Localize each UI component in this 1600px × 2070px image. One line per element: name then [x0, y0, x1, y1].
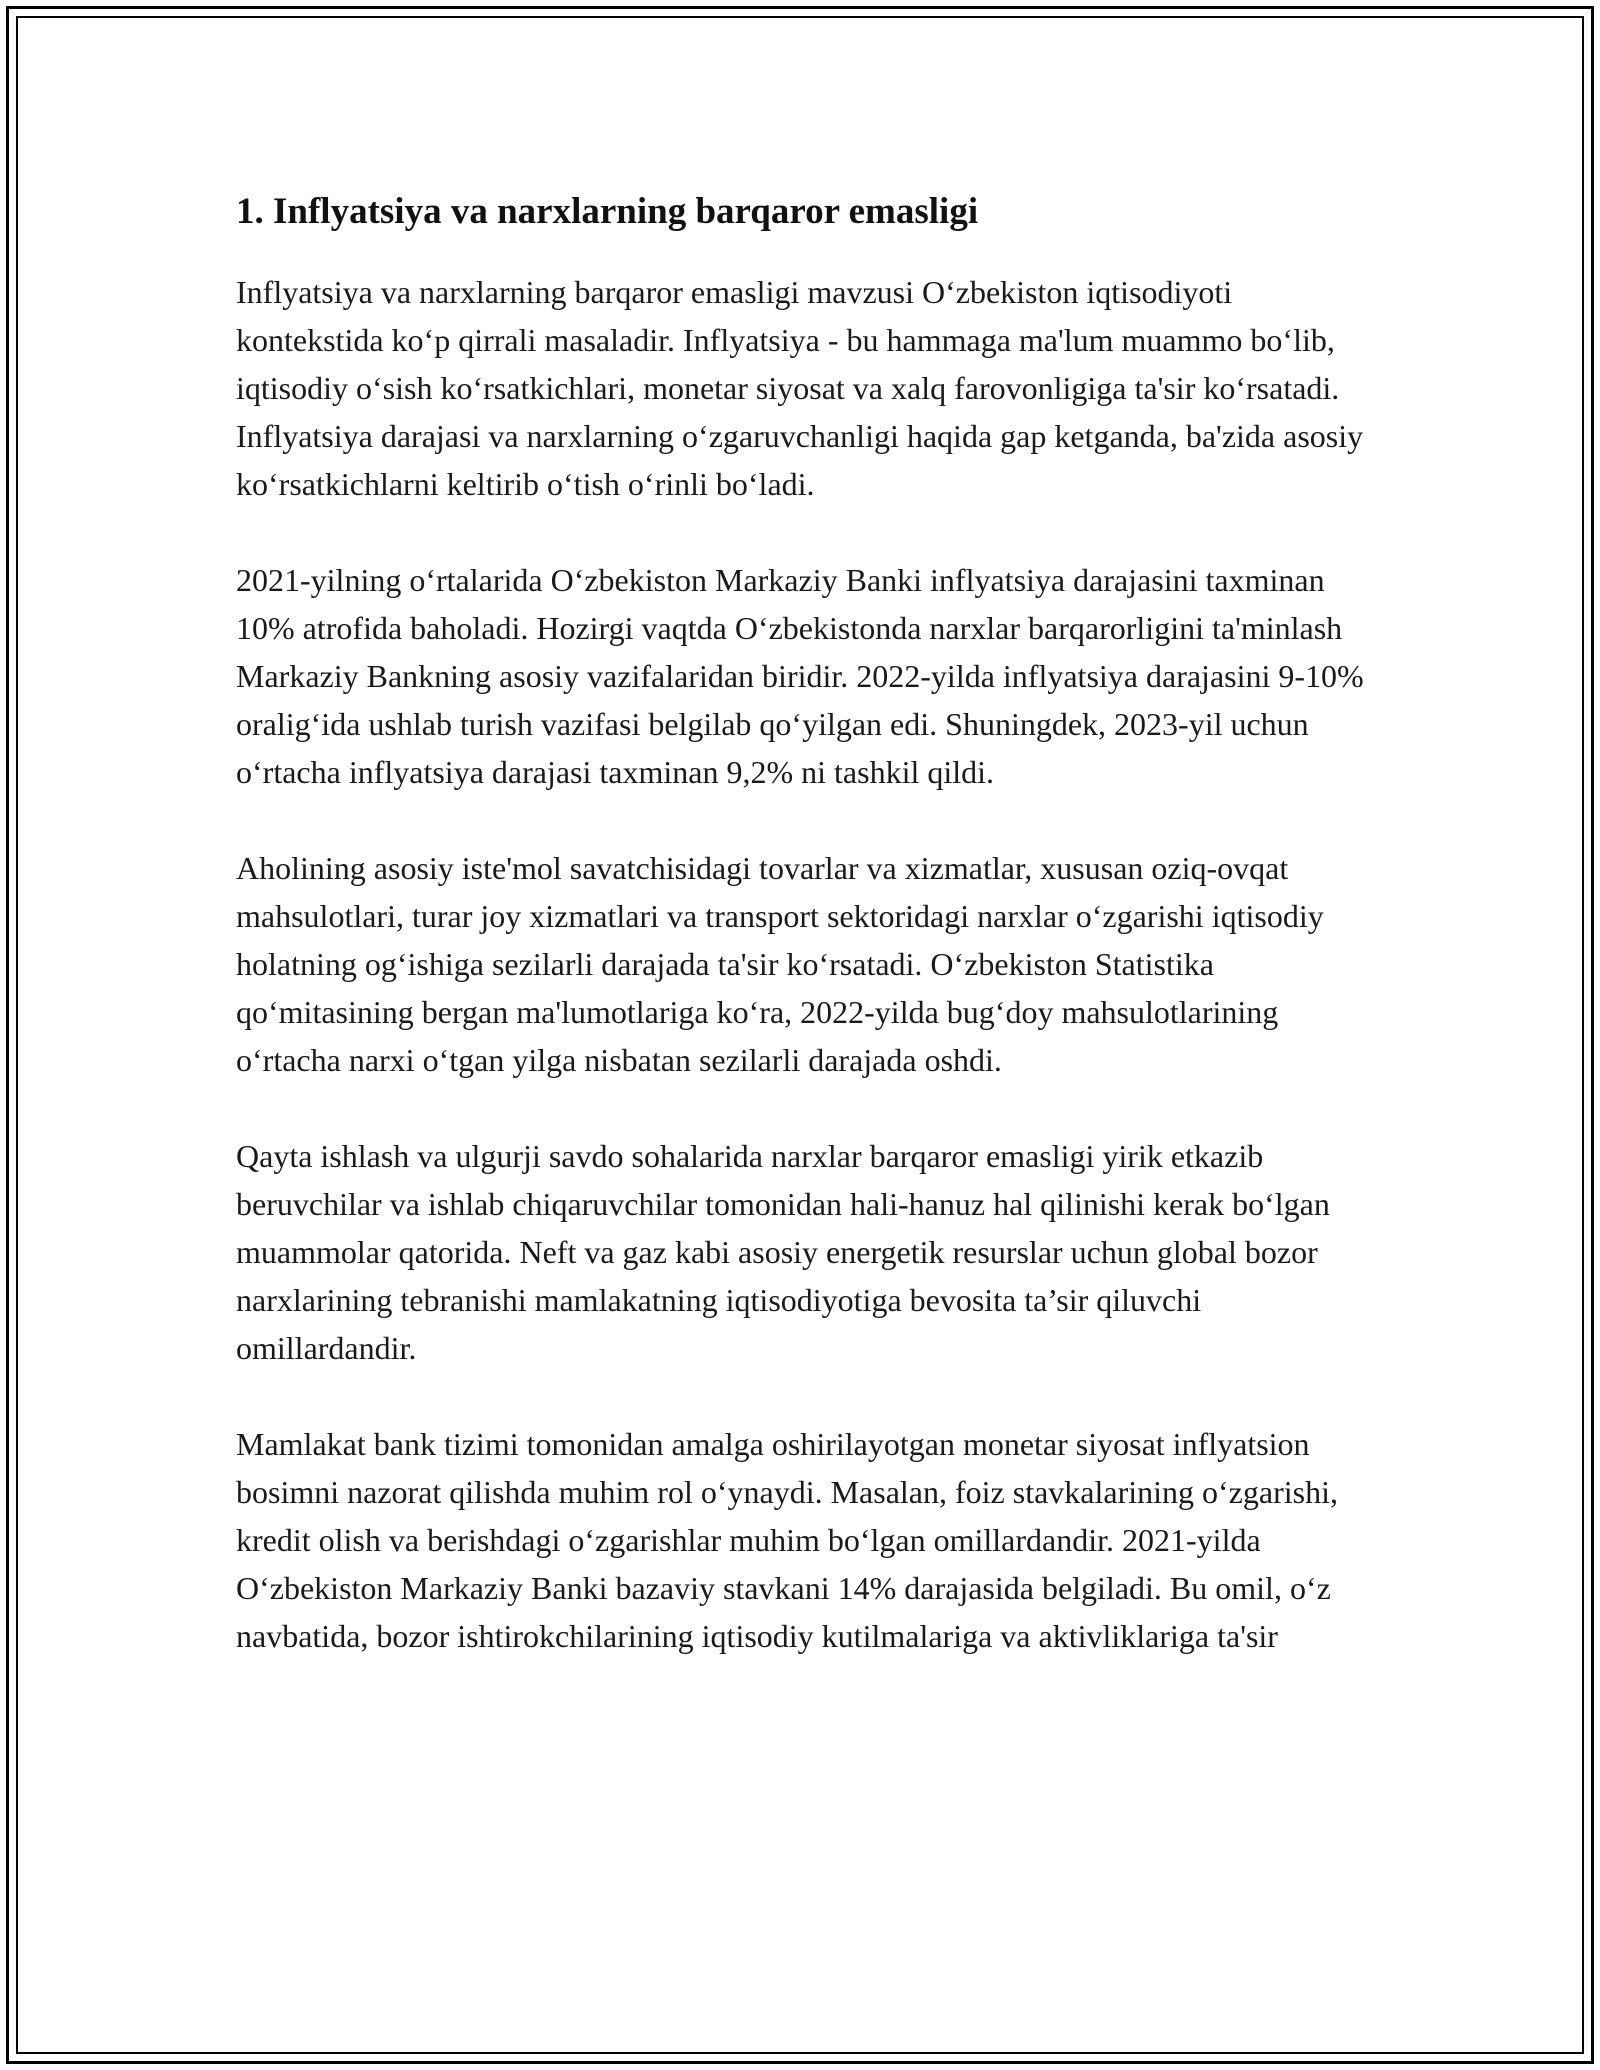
document-body	[236, 188, 1366, 1708]
paragraph-1: Inflyatsiya va narxlarning barqaror emasligi mavzusi Oʻzbekiston iqtisodiyoti kontekstida koʻp qirrali masaladir. Inflyatsiya - bu hammaga ma'lum muammo boʻlib, iqtisodiy oʻsish koʻrsatkichlari, monetar siyosat va xalq farovonligiga ta'sir koʻrsatadi. Inflyatsiya darajasi va narxlarning oʻzgaruvchanligi haqida gap ketganda, ba'zida asosiy koʻrsatkichlarni keltirib oʻtish oʻrinli boʻladi.	[236, 274, 1364, 502]
section-heading: 1. Inflyatsiya va narxlarning barqaror emasligi	[236, 191, 979, 232]
paragraph-3: Aholining asosiy iste'mol savatchisidagi tovarlar va xizmatlar, xususan oziq-ovqat mahsulotlari, turar joy xizmatlari va transport sektoridagi narxlar oʻzgarishi iqtisodiy holatning ogʻishiga sezilarli darajada ta'sir koʻrsatadi. Oʻzbekiston Statistika qoʻmitasining bergan ma'lumotlariga koʻra, 2022-yilda bugʻdoy mahsulotlarining oʻrtacha narxi oʻtgan yilga nisbatan sezilarli darajada oshdi.	[236, 850, 1324, 1078]
paragraph-5: Mamlakat bank tizimi tomonidan amalga oshirilayotgan monetar siyosat inflyatsion bosimni nazorat qilishda muhim rol oʻynaydi. Masalan, foiz stavkalarining oʻzgarishi, kredit olish va berishdagi oʻzgarishlar muhim boʻlgan omillardandir. 2021-yilda Oʻzbekiston Markaziy Banki bazaviy stavkani 14% darajasida belgiladi. Bu omil, oʻz navbatida, bozor ishtirokchilarining iqtisodiy kutilmalariga va aktivliklariga ta'sir	[236, 1426, 1338, 1654]
paragraph-2: 2021-yilning oʻrtalarida Oʻzbekiston Markaziy Banki inflyatsiya darajasini taxminan 10% atrofida baholadi. Hozirgi vaqtda Oʻzbekistonda narxlar barqarorligini ta'minlash Markaziy Bankning asosiy vazifalaridan biridir. 2022-yilda inflyatsiya darajasini 9-10% oraligʻida ushlab turish vazifasi belgilab qoʻyilgan edi. Shuningdek, 2023-yil uchun oʻrtacha inflyatsiya darajasi taxminan 9,2% ni tashkil qildi.	[236, 562, 1364, 790]
paragraph-4: Qayta ishlash va ulgurji savdo sohalarida narxlar barqaror emasligi yirik etkazib beruvchilar va ishlab chiqaruvchilar tomonidan hali-hanuz hal qilinishi kerak boʻlgan muammolar qatorida. Neft va gaz kabi asosiy energetik resurslar uchun global bozor narxlarining tebranishi mamlakatning iqtisodiyotiga bevosita ta’sir qiluvchi omillardandir.	[236, 1138, 1330, 1366]
